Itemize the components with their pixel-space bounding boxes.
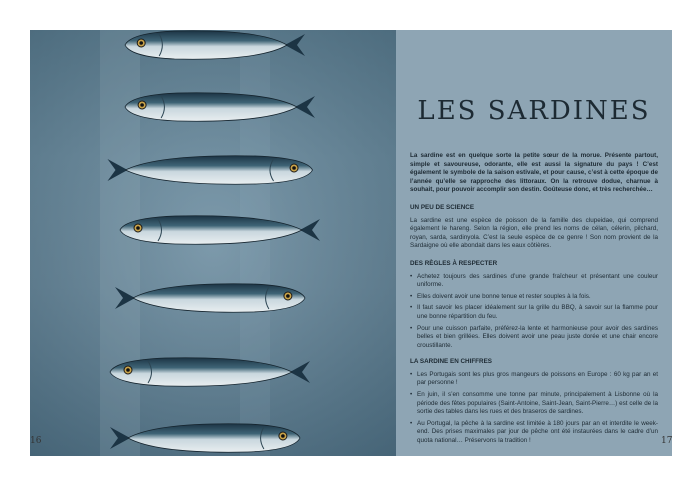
science-paragraph: La sardine est une espèce de poisson de la famille des clupeidae, qui comprend également le hareng. Selon la région, elle prend les noms de célan, célerin, pilchard, royan, sarda, sardinyola. C’est la seule espèce de ce genre ! Son nom provient de la Sardaigne où elle abondait dans les eaux côtières. — [410, 216, 658, 250]
article-title: LES SARDINES — [417, 96, 651, 126]
list-item: • Les Portugais sont les plus gros mangeurs de poissons en Europe : 60 kg par an et par personne ! — [410, 371, 658, 388]
sardines-photo — [30, 30, 396, 456]
page-number-left: 16 — [30, 436, 42, 446]
section-heading-science: UN PEU DE SCIENCE — [410, 203, 475, 211]
list-item: • En juin, il s’en consomme une tonne par minute, principalement à Lisbonne où la période des fêtes populaires (Saint-Antoine, Saint-Jean, Saint-Pierre…) est celle de la sortie des tables dans les rues et des braseros de sardines. — [410, 391, 658, 417]
list-item: • Pour une cuisson parfaite, préférez-la lente et harmonieuse pour avoir des sardines belles et bien grillées. Elles doivent avoir une peau juste dorée et une chair encore croustillante. — [410, 325, 658, 351]
intro-paragraph: La sardine est en quelque sorte la petite sœur de la morue. Présente partout, simple et savoureuse, odorante, elle est aussi la signature du pays ! C’est également le symbole de la saison estivale, et pour cause, c’est à cette époque de l’année qu’elle se rapproche des littoraux. On la retrouve dodue, charnue à souhait, pour pouvoir accomplir son destin. Goûteuse donc, et très recherchée… — [410, 152, 658, 194]
list-item: • Elles doivent avoir une bonne tenue et rester souples à la fois. — [410, 293, 658, 302]
sardines-illustration — [30, 30, 396, 456]
page-number-right: 17 — [661, 436, 673, 446]
rules-list — [410, 273, 658, 351]
article-content — [410, 152, 658, 454]
article-panel — [396, 30, 672, 456]
figures-list — [410, 371, 658, 446]
section-heading-rules: DES RÈGLES À RESPECTER — [410, 259, 498, 267]
list-item: • Achetez toujours des sardines d’une grande fraîcheur et présentant une couleur uniforme. — [410, 273, 658, 290]
list-item: • Au Portugal, la pêche à la sardine est limitée à 180 jours par an et interdite le week-end. Des prises maximales par jour de pêche ont été instaurées dans le cadre d’un quota national… Préservons la tradition ! — [410, 420, 658, 446]
list-item: • Il faut savoir les placer idéalement sur la grille du BBQ, à savoir sur la flamme pour une bonne répartition du feu. — [410, 304, 658, 321]
section-heading-figures: LA SARDINE EN CHIFFRES — [410, 358, 492, 366]
